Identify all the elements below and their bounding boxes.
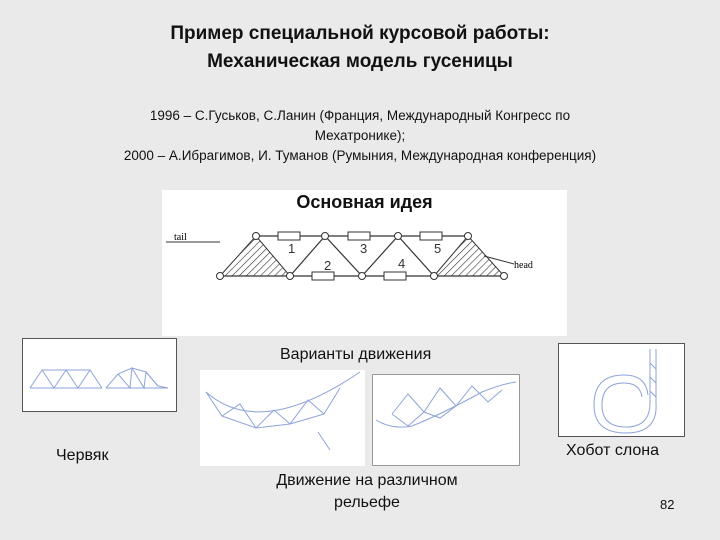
terrain-sketch-1 — [200, 370, 365, 466]
terrain-label — [240, 470, 494, 514]
main-idea-panel — [162, 190, 567, 336]
worm-sketch — [22, 338, 177, 412]
title-line-1: Пример специальной курсовой работы: — [170, 23, 550, 44]
worm-panel — [22, 338, 177, 412]
segment-number-3: 3 — [360, 241, 368, 256]
title-line-2: Механическая модель гусеницы — [207, 51, 513, 72]
reference-line-2: Мехатронике); — [314, 128, 406, 143]
slide-title — [0, 20, 720, 76]
trunk-label: Хобот слона — [566, 442, 660, 459]
reference-line-1: 1996 – С.Гуськов, С.Ланин (Франция, Международный Конгресс по — [149, 108, 571, 123]
caterpillar-diagram — [162, 190, 567, 336]
page-number: 82 — [660, 497, 675, 512]
segment-number-5: 5 — [434, 241, 442, 256]
terrain-label-line-2: рельефе — [334, 494, 400, 511]
head-label: head — [514, 260, 533, 271]
terrain-sketch-2 — [372, 374, 520, 466]
trunk-sketch — [558, 343, 685, 437]
head-triangle — [434, 236, 504, 276]
tail-triangle — [220, 236, 290, 276]
main-idea-heading: Основная идея — [296, 192, 433, 212]
tail-label: tail — [174, 232, 187, 243]
reference-line-3: 2000 – А.Ибрагимов, И. Туманов (Румыния, Международная конференция) — [123, 148, 597, 163]
trunk-panel — [558, 343, 685, 437]
references — [0, 106, 720, 166]
segment-number-4: 4 — [398, 256, 406, 271]
worm-label: Червяк — [56, 447, 109, 464]
terrain-label-line-1: Движение на различном — [276, 472, 458, 489]
segment-number-2: 2 — [324, 258, 332, 273]
segment-number-1: 1 — [288, 241, 296, 256]
terrain-panel-2 — [372, 374, 520, 466]
terrain-panel-1 — [200, 370, 365, 466]
motion-variants-heading: Варианты движения — [280, 346, 432, 363]
